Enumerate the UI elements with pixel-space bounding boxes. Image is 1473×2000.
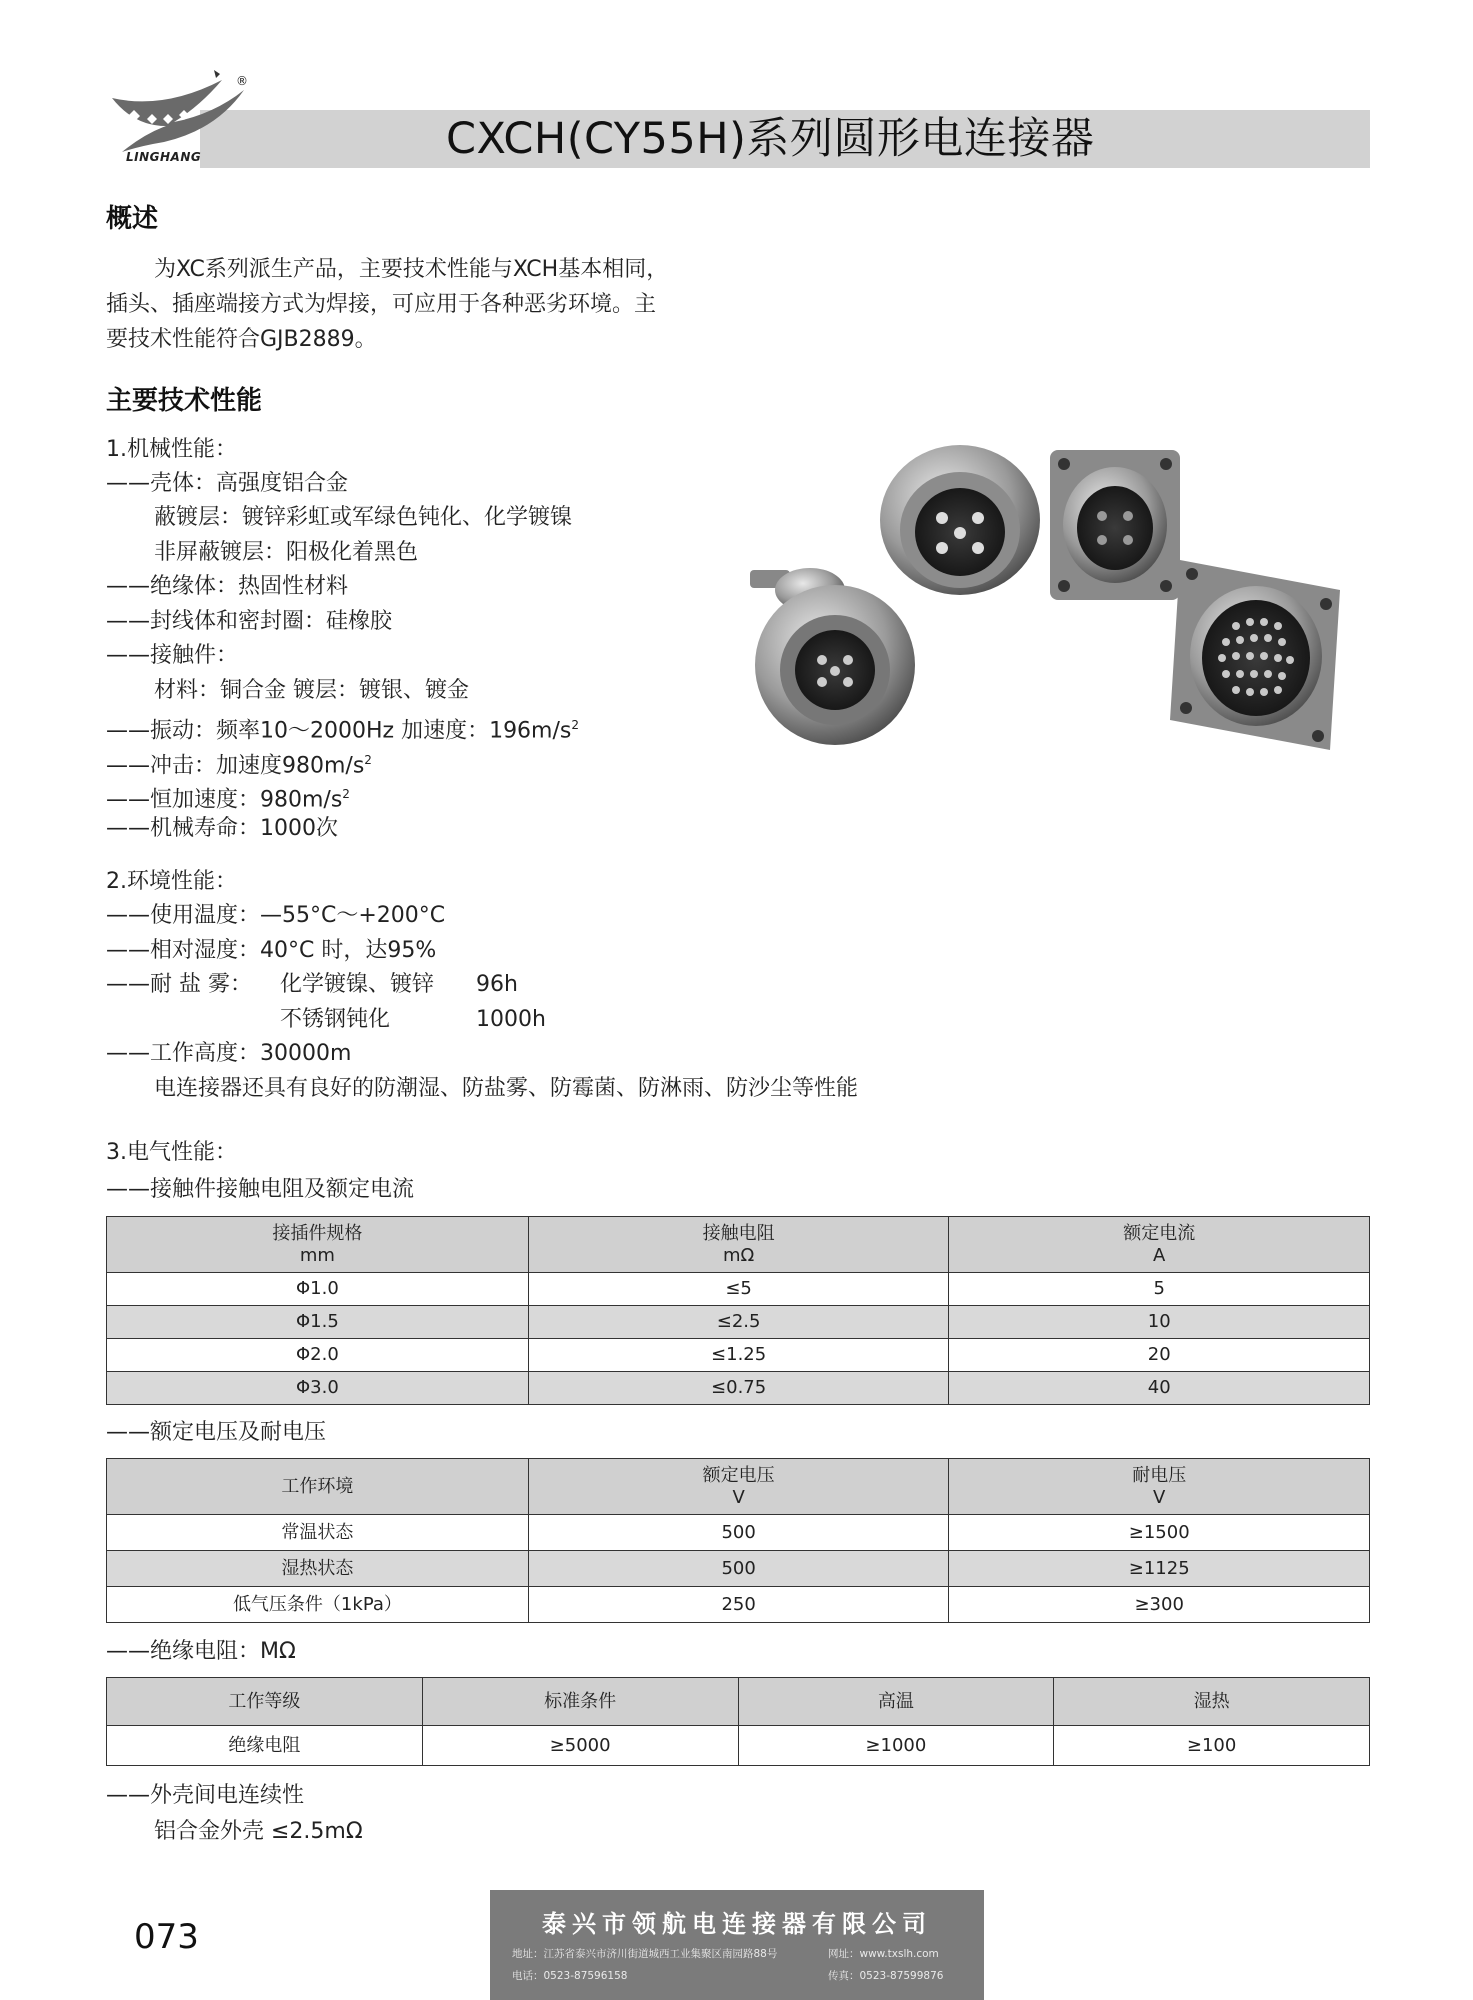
mech-shock: ——冲击：加速度$980m/s^2$	[106, 753, 372, 779]
env-salt-2: 不锈钢钝化	[280, 1007, 391, 1032]
table-row	[107, 1515, 1370, 1551]
overview-line-2: 插头、插座端接方式为焊接，可应用于各种恶劣环境。主	[106, 292, 657, 317]
table-cell: 5	[949, 1273, 1370, 1306]
env-temp: ——使用温度：—55°C～+200°C	[106, 903, 446, 928]
env-title: 2.环境性能：	[106, 869, 237, 894]
table-cell: ≤1.25	[528, 1339, 949, 1372]
env-salt-1-val: 96h	[476, 972, 518, 997]
table-row	[107, 1551, 1370, 1587]
mech-vibration: ——振动：频率10～2000Hz 加速度：$196m/s^2$	[106, 718, 580, 744]
elec-sub2: ——额定电压及耐电压	[106, 1420, 327, 1445]
registered-mark: ®	[236, 74, 248, 88]
table-cell: 常温状态	[107, 1515, 529, 1551]
table-cell: ≥1500	[949, 1515, 1370, 1551]
table-row	[107, 1273, 1370, 1306]
env-altitude: ——工作高度：30000m	[106, 1041, 352, 1066]
rated-voltage-table	[106, 1458, 1370, 1623]
table-row	[107, 1372, 1370, 1405]
table-header-cell: 耐电压 V	[949, 1459, 1370, 1515]
table-header-cell: 高温	[738, 1678, 1054, 1726]
contact-resistance-table	[106, 1216, 1370, 1405]
table-header-cell: 接插件规格 mm	[107, 1217, 529, 1273]
env-salt-label: ——耐 盐 雾：	[106, 972, 252, 997]
table-cell: 20	[949, 1339, 1370, 1372]
overview-heading: 概述	[106, 204, 159, 234]
insulation-resistance-table	[106, 1677, 1370, 1766]
mech-accel: ——恒加速度：$980m/s^2$	[106, 787, 350, 813]
table-header-cell: 湿热	[1054, 1678, 1370, 1726]
mech-shell: ——壳体：高强度铝合金	[106, 471, 349, 496]
table-header-cell: 额定电流 A	[949, 1217, 1370, 1273]
table-cell: ≥300	[949, 1587, 1370, 1623]
table-cell: 湿热状态	[107, 1551, 529, 1587]
table-header-row	[107, 1459, 1370, 1515]
table-cell: ≥1000	[738, 1726, 1054, 1766]
mech-seal: ——封线体和密封圈：硅橡胶	[106, 609, 393, 634]
flange-receptacle-large	[1170, 560, 1340, 750]
table-row	[107, 1726, 1370, 1766]
table-cell: ≥100	[1054, 1726, 1370, 1766]
receptacle-connector	[880, 445, 1040, 595]
footer-company-box	[490, 1890, 984, 2000]
table-header-row	[107, 1217, 1370, 1273]
mech-insulator: ——绝缘体：热固性材料	[106, 574, 349, 599]
mech-nonshield: 非屏蔽镀层：阳极化着黑色	[154, 540, 419, 565]
mech-life: ——机械寿命：1000次	[106, 816, 338, 841]
table-header-cell: 接触电阻 mΩ	[528, 1217, 949, 1273]
connector-product-photo	[730, 440, 1360, 750]
overview-line-1: 为XC系列派生产品，主要技术性能与XCH基本相同，	[154, 257, 669, 282]
table-header-cell: 额定电压 V	[528, 1459, 949, 1515]
table-row	[107, 1339, 1370, 1372]
overview-line-3: 要技术性能符合GJB2889。	[106, 327, 377, 352]
table-cell: Φ1.5	[107, 1306, 529, 1339]
table-cell: 250	[528, 1587, 949, 1623]
flange-receptacle-small	[1050, 450, 1180, 600]
env-humidity: ——相对湿度：40°C 时，达95%	[106, 938, 437, 963]
elec-sub3: ——绝缘电阻：MΩ	[106, 1639, 296, 1664]
footer-company-name: 泰兴市领航电连接器有限公司	[542, 1909, 932, 1938]
footer-website: 网址：www.txslh.com	[828, 1948, 939, 1960]
mech-contact: ——接触件：	[106, 643, 239, 668]
table-cell: 绝缘电阻	[107, 1726, 423, 1766]
env-salt-1: 化学镀镍、镀锌	[280, 972, 435, 997]
table-cell: 低气压条件（1kPa）	[107, 1587, 529, 1623]
table-cell: ≤5	[528, 1273, 949, 1306]
elec-sub1: ——接触件接触电阻及额定电流	[106, 1177, 415, 1202]
tech-heading: 主要技术性能	[106, 386, 263, 416]
table-cell: Φ2.0	[107, 1339, 529, 1372]
elec-continuity: 铝合金外壳 ≤2.5mΩ	[154, 1819, 363, 1844]
table-cell: ≥5000	[422, 1726, 738, 1766]
footer-phone: 电话：0523-87596158	[512, 1970, 628, 1982]
table-row	[107, 1306, 1370, 1339]
table-cell: 40	[949, 1372, 1370, 1405]
table-cell: ≥1125	[949, 1551, 1370, 1587]
table-header-row	[107, 1678, 1370, 1726]
table-cell: Φ1.0	[107, 1273, 529, 1306]
table-cell: 500	[528, 1551, 949, 1587]
table-cell: 10	[949, 1306, 1370, 1339]
plug-connector	[750, 568, 915, 745]
elec-title: 3.电气性能：	[106, 1140, 237, 1165]
env-salt-2-val: 1000h	[476, 1007, 546, 1032]
mech-material: 材料：铜合金 镀层：镀银、镀金	[154, 678, 469, 703]
table-header-cell: 工作等级	[107, 1678, 423, 1726]
table-cell: Φ3.0	[107, 1372, 529, 1405]
mech-title: 1.机械性能：	[106, 437, 237, 462]
table-header-cell: 工作环境	[107, 1459, 529, 1515]
logo-text: LINGHANG	[126, 150, 202, 164]
page-number: 073	[134, 1917, 199, 1957]
table-row	[107, 1587, 1370, 1623]
table-cell: ≤0.75	[528, 1372, 949, 1405]
table-cell: 500	[528, 1515, 949, 1551]
table-header-cell: 标准条件	[422, 1678, 738, 1726]
env-note: 电连接器还具有良好的防潮湿、防盐雾、防霉菌、防淋雨、防沙尘等性能	[154, 1076, 859, 1101]
mech-shield: 蔽镀层：镀锌彩虹或军绿色钝化、化学镀镍	[154, 505, 573, 530]
table-cell: ≤2.5	[528, 1306, 949, 1339]
page-title: CXCH(CY55H)系列圆形电连接器	[446, 114, 1095, 164]
footer-address: 地址：江苏省泰兴市济川街道城西工业集聚区南园路88号	[512, 1948, 778, 1960]
footer-fax: 传真：0523-87599876	[828, 1970, 944, 1982]
elec-sub4: ——外壳间电连续性	[106, 1783, 305, 1808]
